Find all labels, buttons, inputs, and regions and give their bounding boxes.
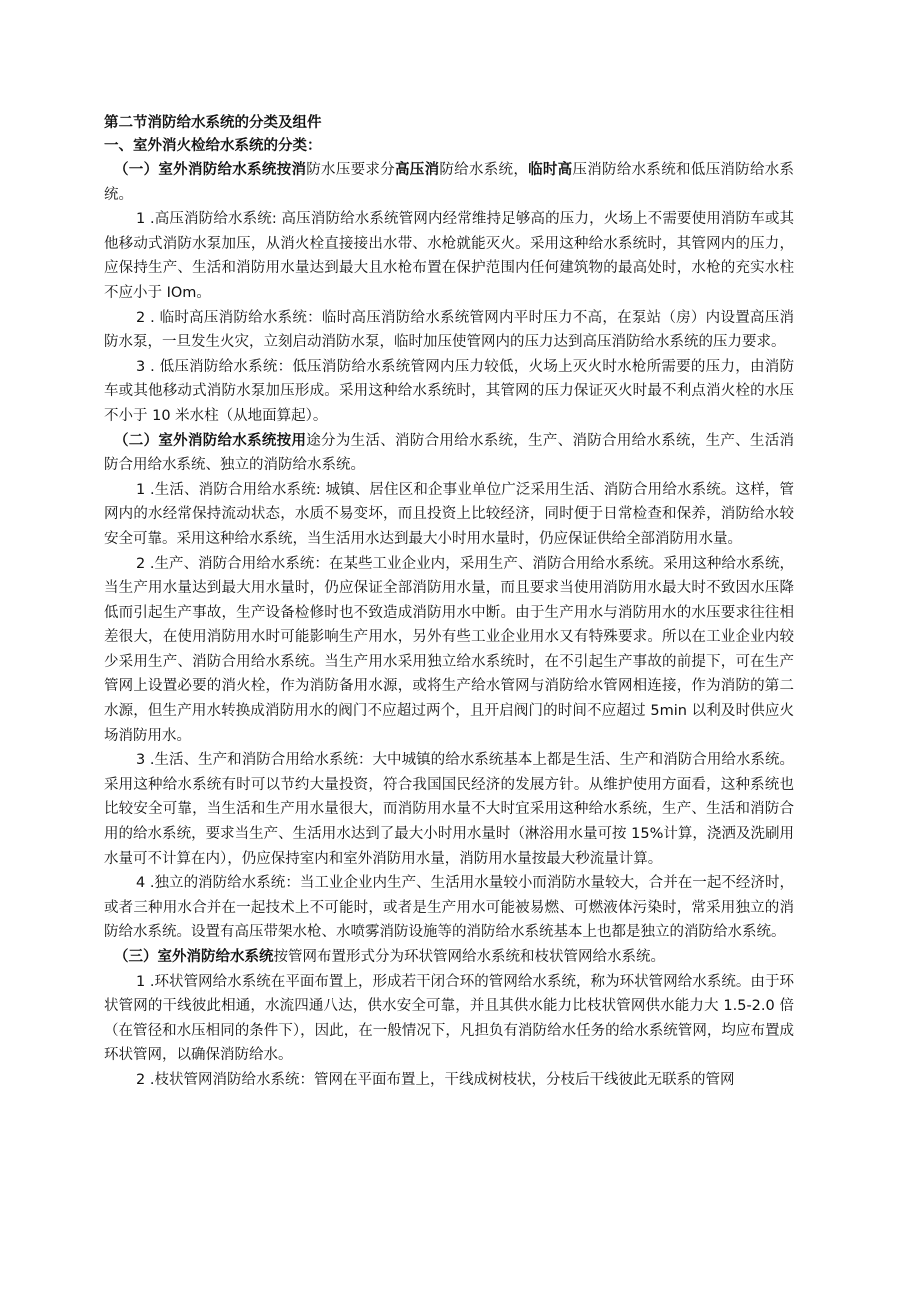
bold-run: 高压消 bbox=[395, 162, 440, 178]
list-item-paragraph: 1 .生活、消防合用给水系统: 城镇、居住区和企事业单位广泛采用生活、消防合用给水系统。这样，管网内的水经常保持流动状态，水质不易变坏，而且投资上比较经济，同时便于日常检查和保养，消防给水较安全可靠。采用这种给水系统，当生活用水达到最大小时用水量时，仍应保证供给全部消防用水量。 bbox=[104, 481, 794, 547]
category-paragraph-1 bbox=[104, 158, 794, 207]
list-item-paragraph: 2 .枝状管网消防给水系统：管网在平面布置上，干线成树枝状，分枝后干线彼此无联系的管网 bbox=[136, 1071, 735, 1088]
text-run: 途分为生活、消防合用给水系统，生产、消防合用给水系统，生产、生活消防合用给水系统、独立的消防给水系统。 bbox=[104, 432, 795, 474]
list-item-paragraph: 4 .独立的消防给水系统：当工业企业内生产、生活用水量较小而消防水量较大，合并在一起不经济时，或者三种用水合并在一起技术上不可能时，或者是生产用水可能被易燃、可燃液体污染时，常采用独立的消防给水系统。设置有高压带架水枪、水喷雾消防设施等的消防给水系统基本上也都是独立的消防给水系统。 bbox=[104, 875, 794, 941]
section-title: 第二节消防给水系统的分类及组件 bbox=[104, 115, 322, 131]
bold-run: 临时高 bbox=[528, 162, 573, 178]
bold-run: （一）室外消防给水系统按消 bbox=[114, 162, 307, 178]
text-run: 按管网布置形式分为环状管网给水系统和枝状管网给水系统。 bbox=[273, 949, 665, 965]
text-run: 防水压要求分 bbox=[306, 162, 395, 178]
list-item-paragraph: 1 .环状管网给水系统在平面布置上，形成若干闭合环的管网给水系统，称为环状管网给水系统。由于环状管网的干线彼此相通，水流四通八达，供水安全可靠，并且其供水能力比枝状管网供水能力大 1.5-2.0 倍（在管径和水压相同的条件下），因此，在一般情况下，凡担负有消防给水任务的给水系统管网，均应布置成环状管网，以确保消防给水。 bbox=[104, 973, 794, 1064]
text-run: 防给水系统， bbox=[439, 162, 529, 178]
category-paragraph-2 bbox=[104, 429, 794, 478]
list-item-paragraph: 3 .生活、生产和消防合用给水系统：大中城镇的给水系统基本上都是生活、生产和消防合用给水系统。采用这种给水系统有时可以节约大量投资，符合我国国民经济的发展方针。从维护使用方面看，这种系统也比较安全可靠，当生活和生产用水量很大，而消防用水量不大时宜采用这种给水系统，生产、生活和消防合用的给水系统，要求当生产、生活用水达到了最大小时用水量时（淋浴用水量可按 15%计算，浇洒及洗刷用水量可不计算在内），仍应保持室内和室外消防用水量，消防用水量按最大秒流量计算。 bbox=[104, 752, 794, 867]
list-item-paragraph: 2 .生产、消防合用给水系统：在某些工业企业内，采用生产、消防合用给水系统。采用这种给水系统，当生产用水量达到最大用水量时，仍应保证全部消防用水量，而且要求当使用消防用水最大时不致因水压降低而引起生产事故，生产设备检修时也不致造成消防用水中断。由于生产用水与消防用水的水压要求往往相差很大，在使用消防用水时可能影响生产用水，另外有些工业企业用水又有特殊要求。所以在工业企业内较少采用生产、消防合用给水系统。当生产用水采用独立给水系统时，在不引起生产事故的前提下，可在生产管网上设置必要的消火栓，作为消防备用水源，或将生产给水管网与消防给水管网相连接，作为消防的第二水源，但生产用水转换成消防用水的阀门不应超过两个，且开启阀门的时间不应超过 5min 以利及时供应火场消防用水。 bbox=[104, 555, 794, 744]
category-paragraph-3 bbox=[104, 945, 794, 970]
bold-run: （二）室外消防给水系统按用 bbox=[114, 432, 307, 449]
list-item-paragraph: 2 . 临时高压消防给水系统：临时高压消防给水系统管网内平时压力不高，在泵站（房）内设置高压消防水泵，一旦发生火灾，立刻启动消防水泵，临时加压使管网内的压力达到高压消防给水系统的压力要求。 bbox=[104, 309, 794, 351]
list-item-paragraph: 3 . 低压消防给水系统：低压消防给水系统管网内压力较低，火场上灭火时水枪所需要的压力，由消防车或其他移动式消防水泵加压形成。采用这种给水系统时，其管网的压力保证灭火时最不利点消火栓的水压不小于 10 米水柱（从地面算起）。 bbox=[104, 358, 794, 424]
bold-run: （三）室外消防给水系统 bbox=[114, 949, 274, 965]
subsection-heading: 一、室外消火检给水系统的分类： bbox=[104, 138, 322, 154]
text-run: 压消防给水系统和低压消防给水系统。 bbox=[104, 162, 795, 203]
document-body bbox=[104, 112, 794, 1093]
list-item-paragraph: 1 .高压消防给水系统: 高压消防给水系统管网内经常维持足够高的压力，火场上不需要使用消防车或其他移动式消防水泵加压，从消火栓直接接出水带、水枪就能灭火。采用这种给水系统时，其管网内的压力，应保持生产、生活和消防用水量达到最大且水枪布置在保护范围内任何建筑物的最高处时，水枪的充实水柱不应小于 IOm。 bbox=[104, 211, 794, 301]
